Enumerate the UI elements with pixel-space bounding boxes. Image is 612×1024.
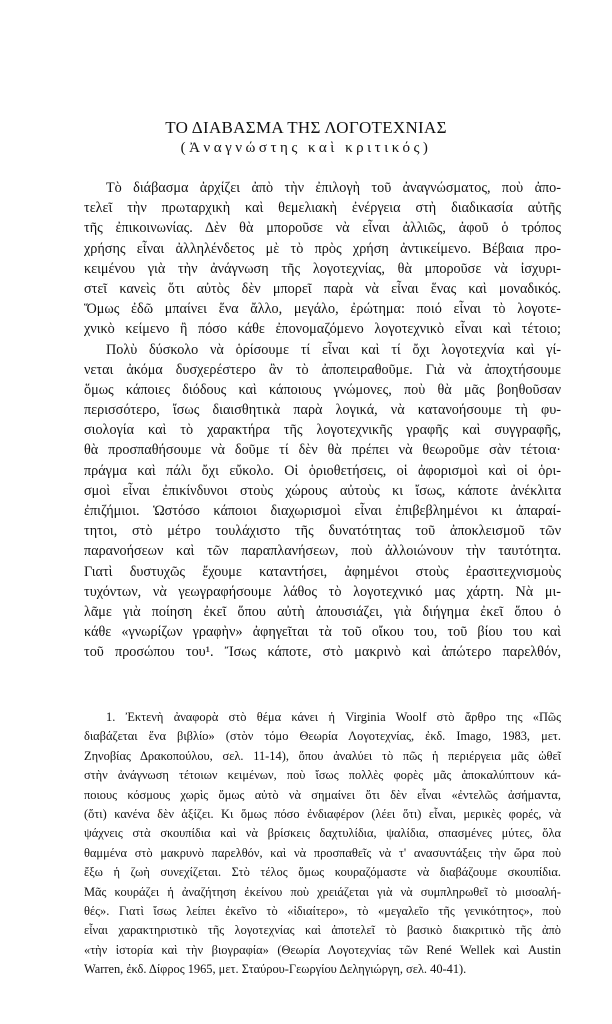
footnote-line: διαβάζεται ἕνα βιβλίο» (στὸν τόμο Θεωρία Λογοτεχνίας, ἐκδ. Imago, 1983, μετ. bbox=[84, 729, 561, 744]
footnote-line: ἔξω ἡ ζωὴ συνεχίζεται. Στὸ τέλος ὅμως κουραζόμαστε νὰ διαβάζουμε σκουπίδια. bbox=[84, 865, 561, 880]
footnote-line: «τὴν ἱστορία καὶ τὴν βιογραφία» (Θεωρία Λογοτεχνίας τῶν René Wellek καὶ Austin bbox=[84, 942, 561, 957]
chapter-subtitle: (Ἀναγνώστης καὶ κριτικός) bbox=[180, 140, 432, 156]
body-line: κειμένου γιὰ τὴν ἀνάγνωση τῆς λογοτεχνίας, θὰ μποροῦσε νὰ ἰσχυρι- bbox=[84, 260, 561, 277]
body-line: σιολογία καὶ τὸ χαρακτήρα τῆς λογοτεχνικῆς γραφῆς καὶ συγγραφῆς, bbox=[84, 422, 561, 439]
body-line: θὰ προσπαθήσουμε νὰ δοῦμε τί δὲν θὰ πρέπει νὰ θεωροῦμε σὰν τέτοια· bbox=[84, 442, 561, 459]
body-line: τητοι, στὸ μέτρο τουλάχιστο τῆς δυνατότητας τοῦ ἀποκλεισμοῦ τῶν bbox=[84, 523, 561, 540]
footnote-line: εἶναι χαρακτηριστικὸ τῆς λογοτεχνίας καὶ ἀποτελεῖ τὸ βασικὸ διακριτικὸ τῆς ἀπὸ bbox=[84, 923, 561, 938]
body-line: τυχόντων, νὰ γεωγραφήσουμε λάθος τὸ λογοτεχνικό μας χάρτη. Νὰ μι- bbox=[84, 583, 561, 600]
body-line: Τὸ διάβασμα ἀρχίζει ἀπὸ τὴν ἐπιλογὴ τοῦ ἀναγνώσματος, ποὺ ἀπο- bbox=[106, 180, 561, 196]
body-line: τοῦ προσώπου του¹. Ἴσως κάποτε, στὸ μακρινὸ καὶ ἀπώτερο παρελθόν, bbox=[84, 644, 561, 661]
footnote-line: Ζηνοβίας Δρακοπούλου, σελ. 11-14), ὅπου ἀναλύει τὸ πῶς ἡ περιέργεια μᾶς ὠθεῖ bbox=[84, 748, 561, 763]
body-line: Πολὺ δύσκολο νὰ ὁρίσουμε τί εἶναι καὶ τί ὄχι λογοτεχνία καὶ γί- bbox=[106, 341, 561, 358]
footnote-line: 1. Ἐκτενὴ ἀναφορὰ στὸ θέμα κάνει ἡ Virginia Woolf στὸ ἄρθρο της «Πῶς bbox=[106, 710, 561, 724]
body-line: κάθε «γνωρίζων γραφὴν» ἀφηγεῖται τὰ τοῦ οἴκου του, τοῦ βίου του καὶ bbox=[84, 624, 561, 641]
footnote-line: στὴν ἀνάγνωση τέτοιων κειμένων, ποὺ ἴσως πολλὲς φορὲς μᾶς ἀποκαλύπτουν κά- bbox=[84, 768, 561, 783]
body-line: νεται ἀκόμα δυσχερέστερο ἂν τὸ ἀποπειραθοῦμε. Γιὰ νὰ ἀποχτήσουμε bbox=[84, 361, 561, 378]
footnote-line: ποιους κόσμους χωρὶς ὅμως αὐτὸ νὰ σημαίνει ὅτι δὲν εἶναι «ἐντελῶς ἀσήμαντα, bbox=[84, 787, 561, 802]
body-line: Γιατὶ δυστυχῶς ἔχουμε καταντήσει, ἀφημένοι στοὺς ἐρασιτεχνισμοὺς bbox=[84, 563, 561, 580]
footnote-line: Μᾶς κουράζει ἡ ἀναζήτηση ἐκείνου ποὺ χρειάζεται γιὰ νὰ συμπληρωθεῖ τὸ μισοαλή- bbox=[84, 884, 561, 899]
body-line: ἐπιζήμιοι. Ὡστόσο κάποιοι διαχωρισμοὶ εἶναι ἐπιβεβλημένοι κι ἀπαραί- bbox=[84, 503, 561, 519]
body-line: τελεῖ τὴν πρωταρχικὴ καὶ θεμελιακὴ ἐνέργεια στὴ διαδικασία αὐτῆς bbox=[84, 200, 561, 217]
body-line: Ὅμως ἐδῶ μπαίνει ἕνα ἄλλο, μεγάλο, ἐρώτημα: ποιό εἶναι τὸ λογοτε- bbox=[84, 301, 561, 318]
chapter-title: ΤΟ ΔΙΑΒΑΣΜΑ ΤΗΣ ΛΟΓΟΤΕΧΝΙΑΣ bbox=[165, 118, 447, 137]
footnote-line: Warren, ἐκδ. Δίφρος 1965, μετ. Σταύρου-Γεωργίου Δεληγιώργη, σελ. 40-41). bbox=[84, 962, 467, 977]
body-line: λᾶμε γιὰ ποίηση ἐκεῖ ὅπου αὐτὴ ἀπουσιάζει, γιὰ διήγημα ἐκεῖ ὅπου ὁ bbox=[84, 603, 561, 620]
footnote-line: (ὅτι) κανένα δὲν ἀξίζει. Κι ὅμως πόσο ἐνδιαφέρον (λέει ὅτι) εἶναι, μερικὲς φορές, νὰ bbox=[84, 806, 561, 821]
footnote-line: θαμμένα στὸ μακρυνὸ παρελθόν, καὶ νὰ προσπαθεῖς νὰ τ' ανασυντάξεις τὴν ὥρα ποὺ bbox=[84, 845, 561, 860]
body-line: στεῖ κανεὶς ὅτι αὐτὸς δὲν μπορεῖ παρὰ νὰ εἶναι ἕνας καὶ μοναδικός. bbox=[84, 280, 561, 297]
footnote-line: θές». Γιατὶ ἴσως λείπει ἐκεῖνο τὸ «ἰδιαίτερο», τὸ «μεγαλεῖο τῆς γενικότητος», ποὺ bbox=[84, 903, 561, 918]
body-line: χρήσης εἶναι ἀλληλένδετος μὲ τὸ πρὸς χρήση ἀντικείμενο. Βέβαια προ- bbox=[84, 240, 561, 257]
body-line: ὅμως κάποιες διόδους καὶ κάποιους γνώμονες, ποὺ θὰ μᾶς βοηθοῦσαν bbox=[84, 381, 561, 398]
body-line: χνικὸ κείμενο ἢ πόσο κάθε ἐπονομαζόμενο λογοτεχνικὸ εἶναι καὶ τέτοιο; bbox=[84, 321, 561, 338]
footnote bbox=[84, 708, 561, 979]
body-line: σμοὶ εἶναι ἐπικίνδυνοι στοὺς χώρους αὐτοὺς κι ἴσως, κάποτε ἀνέκλιτα bbox=[84, 482, 561, 499]
body-line: παρανοήσεων καὶ τῶν παραπλανήσεων, ποὺ ἀλλοιώνουν τὴν ταυτότητα. bbox=[84, 543, 561, 560]
body-line: περισσότερο, ἴσως διαισθητικὰ παρὰ λογικά, νὰ κατανοήσουμε τὴ φυ- bbox=[84, 402, 561, 419]
body-line: πράγμα καὶ πάλι ὄχι εὔκολο. Οἱ ὁριοθετήσεις, οἱ ἀφορισμοὶ καὶ οἱ ὁρι- bbox=[84, 462, 561, 479]
body-text bbox=[84, 178, 561, 663]
footnote-line: ψάχνεις στὰ σκουπίδια καὶ νὰ βρίσκεις δαχτυλίδια, ψαλίδια, σπασμένες μύτες, ὅλα bbox=[84, 826, 561, 841]
body-line: τῆς ἐπικοινωνίας. Δὲν θὰ μποροῦσε νὰ εἶναι ἀλλιῶς, ἀφοῦ ὁ τρόπος bbox=[84, 220, 561, 237]
